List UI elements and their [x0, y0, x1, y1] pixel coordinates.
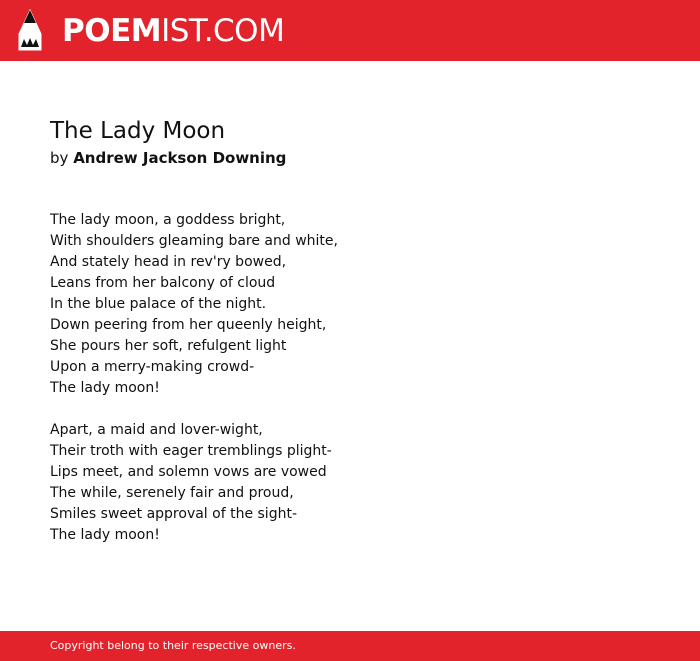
- by-label: by: [50, 149, 69, 167]
- poem-line: Smiles sweet approval of the sight-: [50, 506, 297, 522]
- copyright-text: Copyright belong to their respective owners.: [50, 639, 296, 652]
- pen-nib-icon[interactable]: [17, 9, 43, 52]
- poem-title: The Lady Moon: [50, 118, 226, 144]
- poem-author: Andrew Jackson Downing: [73, 149, 287, 167]
- poem-stanza: [50, 420, 650, 546]
- brand-bold-text: POEM: [62, 13, 162, 49]
- poem-line: And stately head in rev'ry bowed,: [50, 254, 287, 270]
- poem-byline: [50, 147, 650, 169]
- poem-stanza: [50, 210, 650, 399]
- site-logo[interactable]: [62, 12, 284, 50]
- poem-line: The while, serenely fair and proud,: [50, 485, 294, 501]
- poem-line: Leans from her balcony of cloud: [50, 275, 276, 291]
- poem-line: She pours her soft, refulgent light: [50, 338, 287, 354]
- poem-content: [50, 116, 650, 567]
- poem-line: The lady moon!: [50, 527, 160, 543]
- poem-line: Upon a merry-making crowd-: [50, 359, 255, 375]
- poem-line: Their troth with eager tremblings plight-: [50, 443, 332, 459]
- poem-line: With shoulders gleaming bare and white,: [50, 233, 338, 249]
- poem-line: Apart, a maid and lover-wight,: [50, 422, 263, 438]
- poem-line: In the blue palace of the night.: [50, 296, 267, 312]
- poem-body: [50, 210, 650, 546]
- poem-line: Lips meet, and solemn vows are vowed: [50, 464, 327, 480]
- poem-line: The lady moon!: [50, 380, 160, 396]
- site-footer: [0, 631, 700, 661]
- poem-line: The lady moon, a goddess bright,: [50, 212, 286, 228]
- poem-line: Down peering from her queenly height,: [50, 317, 327, 333]
- brand-light-text: IST.COM: [161, 13, 285, 49]
- site-header: [0, 0, 700, 61]
